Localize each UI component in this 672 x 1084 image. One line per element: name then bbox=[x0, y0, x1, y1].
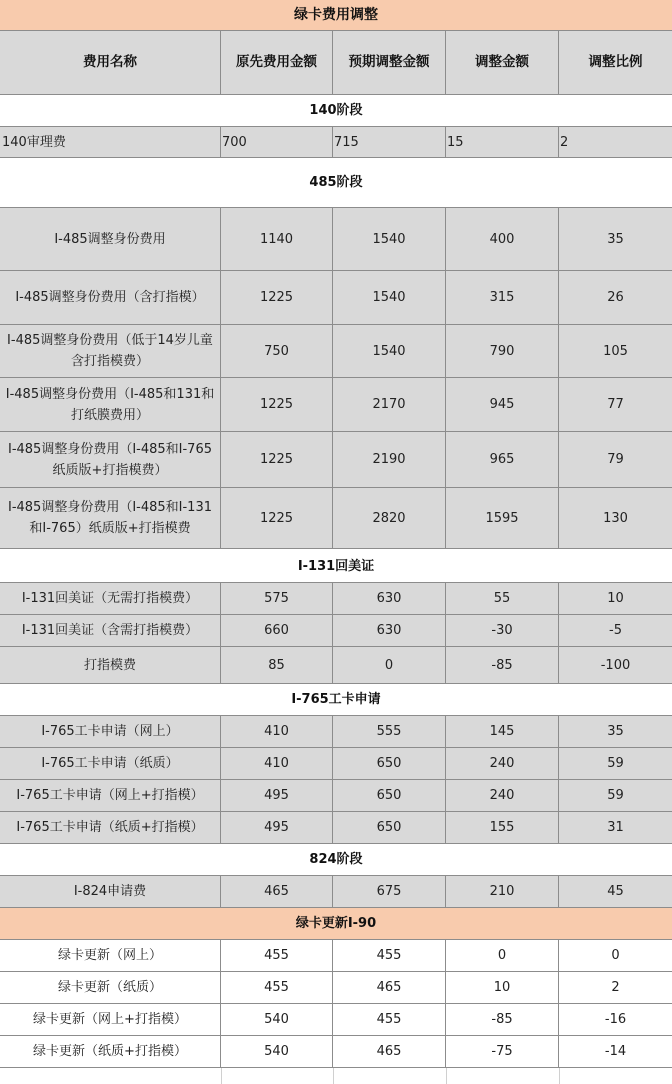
header-original-amount: 原先费用金额 bbox=[221, 31, 333, 95]
cell-fee-name: I-765工卡申请（纸质） bbox=[0, 748, 221, 780]
cell-adjust-ratio: 35 bbox=[559, 716, 672, 748]
section-header-row bbox=[0, 908, 672, 940]
table-row bbox=[0, 647, 672, 684]
cell-fee-name: I-485调整身份费用 bbox=[0, 208, 221, 271]
cell-adjust-amount: 945 bbox=[446, 378, 559, 432]
cell-fee-name: I-824申请费 bbox=[0, 876, 221, 908]
cell-adjust-ratio: 105 bbox=[559, 325, 672, 378]
cell-fee-name: I-485调整身份费用（I-485和I-765纸质版+打指模费） bbox=[0, 432, 221, 488]
cell-adjust-ratio: 45 bbox=[559, 876, 672, 908]
table-row bbox=[0, 812, 672, 844]
cell-adjust-amount: 1595 bbox=[446, 488, 559, 549]
cell-expected-amount: 650 bbox=[333, 812, 446, 844]
cell-adjust-ratio: 0 bbox=[559, 940, 672, 972]
cell-adjust-ratio: -5 bbox=[559, 615, 672, 647]
cell-original-amount: 410 bbox=[221, 716, 333, 748]
cell-adjust-amount: -85 bbox=[446, 1004, 559, 1036]
cell-expected-amount: 1540 bbox=[333, 271, 446, 325]
cell-expected-amount: 675 bbox=[333, 876, 446, 908]
section-title: I-765工卡申请 bbox=[0, 684, 672, 716]
cell-fee-name: 140审理费 bbox=[0, 127, 221, 158]
section-title: 绿卡更新I-90 bbox=[0, 908, 672, 940]
cell-original-amount: 1225 bbox=[221, 432, 333, 488]
cell-adjust-ratio: 2 bbox=[559, 972, 672, 1004]
cell-adjust-ratio: -16 bbox=[559, 1004, 672, 1036]
cell-original-amount: 1225 bbox=[221, 488, 333, 549]
table-row bbox=[0, 1036, 672, 1068]
cell-original-amount: 660 bbox=[221, 615, 333, 647]
sheet-title: 绿卡费用调整 bbox=[0, 0, 672, 31]
section-title: 485阶段 bbox=[0, 158, 672, 208]
cell-expected-amount: 715 bbox=[333, 127, 446, 158]
cell-expected-amount: 465 bbox=[333, 1036, 446, 1068]
table-row bbox=[0, 615, 672, 647]
cell-fee-name: I-765工卡申请（网上+打指模） bbox=[0, 780, 221, 812]
section-header-row bbox=[0, 844, 672, 876]
cell-adjust-amount: 155 bbox=[446, 812, 559, 844]
cell-adjust-ratio: 130 bbox=[559, 488, 672, 549]
section-header-row bbox=[0, 95, 672, 127]
sheet-title-row bbox=[0, 0, 672, 31]
table-row bbox=[0, 378, 672, 432]
cell-fee-name: 绿卡更新（网上） bbox=[0, 940, 221, 972]
cell-fee-name: I-131回美证（无需打指模费） bbox=[0, 583, 221, 615]
cell-expected-amount: 455 bbox=[333, 1004, 446, 1036]
cell-expected-amount: 465 bbox=[333, 972, 446, 1004]
table-row bbox=[0, 432, 672, 488]
cell-adjust-amount: 400 bbox=[446, 208, 559, 271]
section-title: I-131回美证 bbox=[0, 550, 672, 583]
cell-adjust-amount: 15 bbox=[446, 127, 559, 158]
cell-expected-amount: 630 bbox=[333, 583, 446, 615]
cell-original-amount: 540 bbox=[221, 1036, 333, 1068]
cell-adjust-ratio: 35 bbox=[559, 208, 672, 271]
table-row bbox=[0, 208, 672, 271]
cell-adjust-ratio: 26 bbox=[559, 271, 672, 325]
cell-adjust-amount: -30 bbox=[446, 615, 559, 647]
cell-fee-name: 打指模费 bbox=[0, 647, 221, 684]
cell-expected-amount: 2820 bbox=[333, 488, 446, 549]
section-header-row bbox=[0, 684, 672, 716]
cell-original-amount: 750 bbox=[221, 325, 333, 378]
table-row bbox=[0, 325, 672, 378]
table-row bbox=[0, 716, 672, 748]
cell-original-amount: 495 bbox=[221, 780, 333, 812]
cell-expected-amount: 1540 bbox=[333, 325, 446, 378]
header-fee-name: 费用名称 bbox=[0, 31, 221, 95]
cell-fee-name: I-765工卡申请（网上） bbox=[0, 716, 221, 748]
cell-expected-amount: 650 bbox=[333, 748, 446, 780]
table-row bbox=[0, 488, 672, 549]
table-row bbox=[0, 271, 672, 325]
cell-fee-name: 绿卡更新（网上+打指模） bbox=[0, 1004, 221, 1036]
cell-adjust-amount: 0 bbox=[446, 940, 559, 972]
cell-fee-name: I-131回美证（含需打指模费） bbox=[0, 615, 221, 647]
cell-adjust-amount: 315 bbox=[446, 271, 559, 325]
cell-original-amount: 540 bbox=[221, 1004, 333, 1036]
cell-adjust-ratio: 31 bbox=[559, 812, 672, 844]
cell-original-amount: 1140 bbox=[221, 208, 333, 271]
cell-adjust-ratio: 79 bbox=[559, 432, 672, 488]
cell-adjust-amount: 10 bbox=[446, 972, 559, 1004]
cell-original-amount: 700 bbox=[221, 127, 333, 158]
section-title: 824阶段 bbox=[0, 844, 672, 876]
cell-adjust-ratio: 59 bbox=[559, 748, 672, 780]
cell-adjust-amount: 240 bbox=[446, 748, 559, 780]
cell-expected-amount: 555 bbox=[333, 716, 446, 748]
cell-original-amount: 575 bbox=[221, 583, 333, 615]
cell-adjust-amount: 55 bbox=[446, 583, 559, 615]
grid-line bbox=[559, 1068, 560, 1084]
grid-line bbox=[446, 1068, 447, 1084]
table-row bbox=[0, 940, 672, 972]
cell-original-amount: 85 bbox=[221, 647, 333, 684]
cell-fee-name: I-485调整身份费用（低于14岁儿童含打指模费） bbox=[0, 325, 221, 378]
cell-adjust-ratio: 10 bbox=[559, 583, 672, 615]
cell-original-amount: 455 bbox=[221, 972, 333, 1004]
header-adjust-ratio: 调整比例 bbox=[559, 31, 672, 95]
table-row bbox=[0, 127, 672, 158]
cell-fee-name: I-485调整身份费用（含打指模） bbox=[0, 271, 221, 325]
cell-adjust-amount: -85 bbox=[446, 647, 559, 684]
cell-original-amount: 495 bbox=[221, 812, 333, 844]
section-title: 140阶段 bbox=[0, 95, 672, 127]
cell-adjust-amount: 965 bbox=[446, 432, 559, 488]
cell-expected-amount: 1540 bbox=[333, 208, 446, 271]
cell-expected-amount: 0 bbox=[333, 647, 446, 684]
section-header-row bbox=[0, 158, 672, 208]
cell-adjust-ratio: 59 bbox=[559, 780, 672, 812]
cell-expected-amount: 2190 bbox=[333, 432, 446, 488]
cell-fee-name: 绿卡更新（纸质+打指模） bbox=[0, 1036, 221, 1068]
table-row bbox=[0, 748, 672, 780]
cell-expected-amount: 2170 bbox=[333, 378, 446, 432]
cell-original-amount: 455 bbox=[221, 940, 333, 972]
cell-adjust-amount: 790 bbox=[446, 325, 559, 378]
cell-fee-name: 绿卡更新（纸质） bbox=[0, 972, 221, 1004]
table-row bbox=[0, 876, 672, 908]
cell-adjust-ratio: -100 bbox=[559, 647, 672, 684]
cell-adjust-ratio: 2 bbox=[559, 127, 672, 158]
grid-line bbox=[333, 1068, 334, 1084]
cell-adjust-amount: 210 bbox=[446, 876, 559, 908]
header-adjust-amount: 调整金额 bbox=[446, 31, 559, 95]
section-header-row bbox=[0, 550, 672, 583]
grid-line bbox=[221, 1068, 222, 1084]
table-row bbox=[0, 972, 672, 1004]
cell-adjust-ratio: -14 bbox=[559, 1036, 672, 1068]
cell-adjust-amount: -75 bbox=[446, 1036, 559, 1068]
cell-fee-name: I-485调整身份费用（I-485和I-131和I-765）纸质版+打指模费 bbox=[0, 488, 221, 549]
column-header-row bbox=[0, 31, 672, 95]
cell-adjust-ratio: 77 bbox=[559, 378, 672, 432]
cell-original-amount: 465 bbox=[221, 876, 333, 908]
cell-fee-name: I-485调整身份费用（I-485和131和打纸膜费用） bbox=[0, 378, 221, 432]
cell-expected-amount: 455 bbox=[333, 940, 446, 972]
table-row bbox=[0, 1004, 672, 1036]
table-row bbox=[0, 583, 672, 615]
table-row bbox=[0, 780, 672, 812]
cell-original-amount: 1225 bbox=[221, 271, 333, 325]
cell-fee-name: I-765工卡申请（纸质+打指模） bbox=[0, 812, 221, 844]
cell-original-amount: 410 bbox=[221, 748, 333, 780]
cell-adjust-amount: 240 bbox=[446, 780, 559, 812]
cell-original-amount: 1225 bbox=[221, 378, 333, 432]
cell-expected-amount: 650 bbox=[333, 780, 446, 812]
cell-adjust-amount: 145 bbox=[446, 716, 559, 748]
cell-expected-amount: 630 bbox=[333, 615, 446, 647]
header-expected-amount: 预期调整金额 bbox=[333, 31, 446, 95]
